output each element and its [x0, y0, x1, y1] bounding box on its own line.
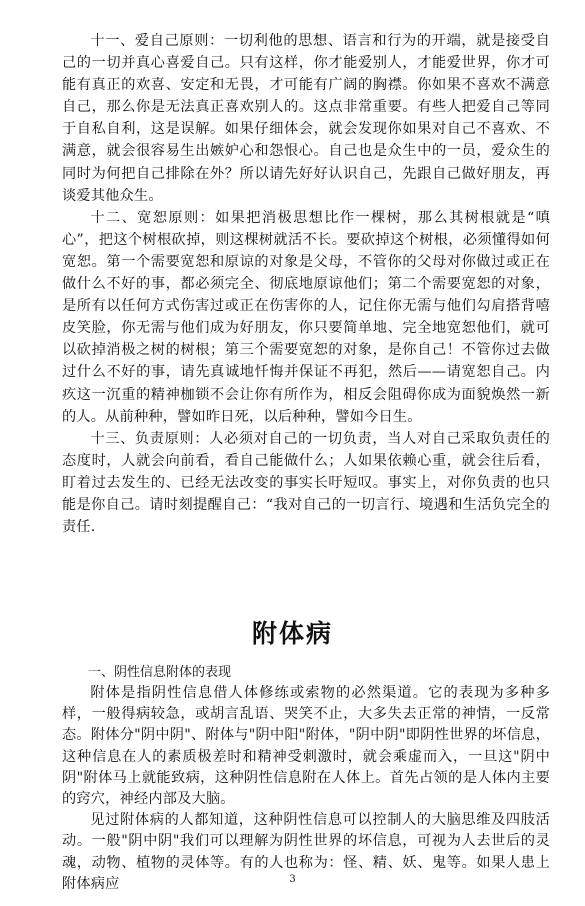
- chapter-body: [62, 662, 550, 895]
- section-subheading: 一、阴性信息附体的表现: [88, 665, 232, 680]
- paragraph-forgiveness-principle: 十二、宽恕原则：如果把消极思想比作一棵树，那么其树根就是“嗔心”，把这个树根砍掉，则这棵树就活不长。要砍掉这个树根，必须懂得如何宽恕。第一个需要宽恕和原谅的对象是父母，不管你的父母对你做过或正在做什么不好的事，都必须完全、彻底地原谅他们；第二个需要宽恕的对象，是所有以任何方式伤害过或正在伤害你的人，记住你无需与他们勾肩搭背嘻皮笑脸，你无需与他们成为好朋友，你只要简单地、完全地宽恕他们，就可以砍掉消极之树的树根；第三个需要宽恕的对象，是你自己！不管你过去做过什么不好的事，请先真诚地忏悔并保证不再犯，然后——请宽恕自己。内疚这一沉重的精神枷锁不会让你有所作为，相反会阻碍你成为面貌焕然一新的人。从前种种，譬如昨日死，以后种种，譬如今日生。: [62, 209, 550, 425]
- paragraph-possession-definition: 附体是指阴性信息借人体修练或索物的必然渠道。它的表现为多种多样，一般得病较急，或胡言乱语、哭笑不止，大多失去正常的神情，一反常态。附体分"阴中阴"、附体与"阴中阳"附体，"阴中阴"即阴性世界的坏信息，这种信息在人的素质极差时和精神受刺激时，就会乘虚而入，一旦这"阴中阴"附体马上就能致病，这种阴性信息附在人体上。首先占领的是人体内主要的窍穴，神经内部及大脑。: [62, 685, 550, 808]
- page-number: 3: [289, 874, 296, 885]
- chapter-title: 附体病: [251, 619, 333, 648]
- paragraph-responsibility-principle: 十三、负责原则：人必须对自己的一切负责，当人对自己采取负责任的态度时，人就会向前看，看自己能做什么；人如果依赖心重，就会往后看，盯着过去发生的、已经无法改变的事实长吁短叹。事实上，对你负责的也只能是你自己。请时刻提醒自己：“我对自己的一切言行、境遇和生活负完全的责任.: [62, 430, 550, 536]
- principles-section: [62, 30, 550, 538]
- paragraph-self-love-principle: 十一、爱自己原则：一切利他的思想、语言和行为的开端，就是接受自己的一切并真心喜爱自己。只有这样，你才能爱别人，才能爱世界，你才可能有真正的欢喜、安定和无畏，才可能有广阔的胸襟。你如果不喜欢不满意自己，那么你是无法真正喜欢别人的。这点非常重要。有些人把爱自己等同于自私自利，这是误解。如果仔细体会，就会发现你如果对自己不喜欢、不满意，就会很容易生出嫉妒心和怨恨心。自己也是众生中的一员，爱众生的同时为何把自己排除在外？所以请先好好认识自己，先跟自己做好朋友，再谈爱其他众生。: [62, 33, 550, 204]
- paragraph-possession-control: 见过附体病的人都知道，这种阴性信息可以控制人的大脑思维及四肢活动。一般"阴中阴"我们可以理解为阴性世界的坏信息，可视为人去世后的灵魂，动物、植物的灵体等。有的人也称为：怪、精、妖、鬼等。如果人患上附体病应: [62, 812, 550, 892]
